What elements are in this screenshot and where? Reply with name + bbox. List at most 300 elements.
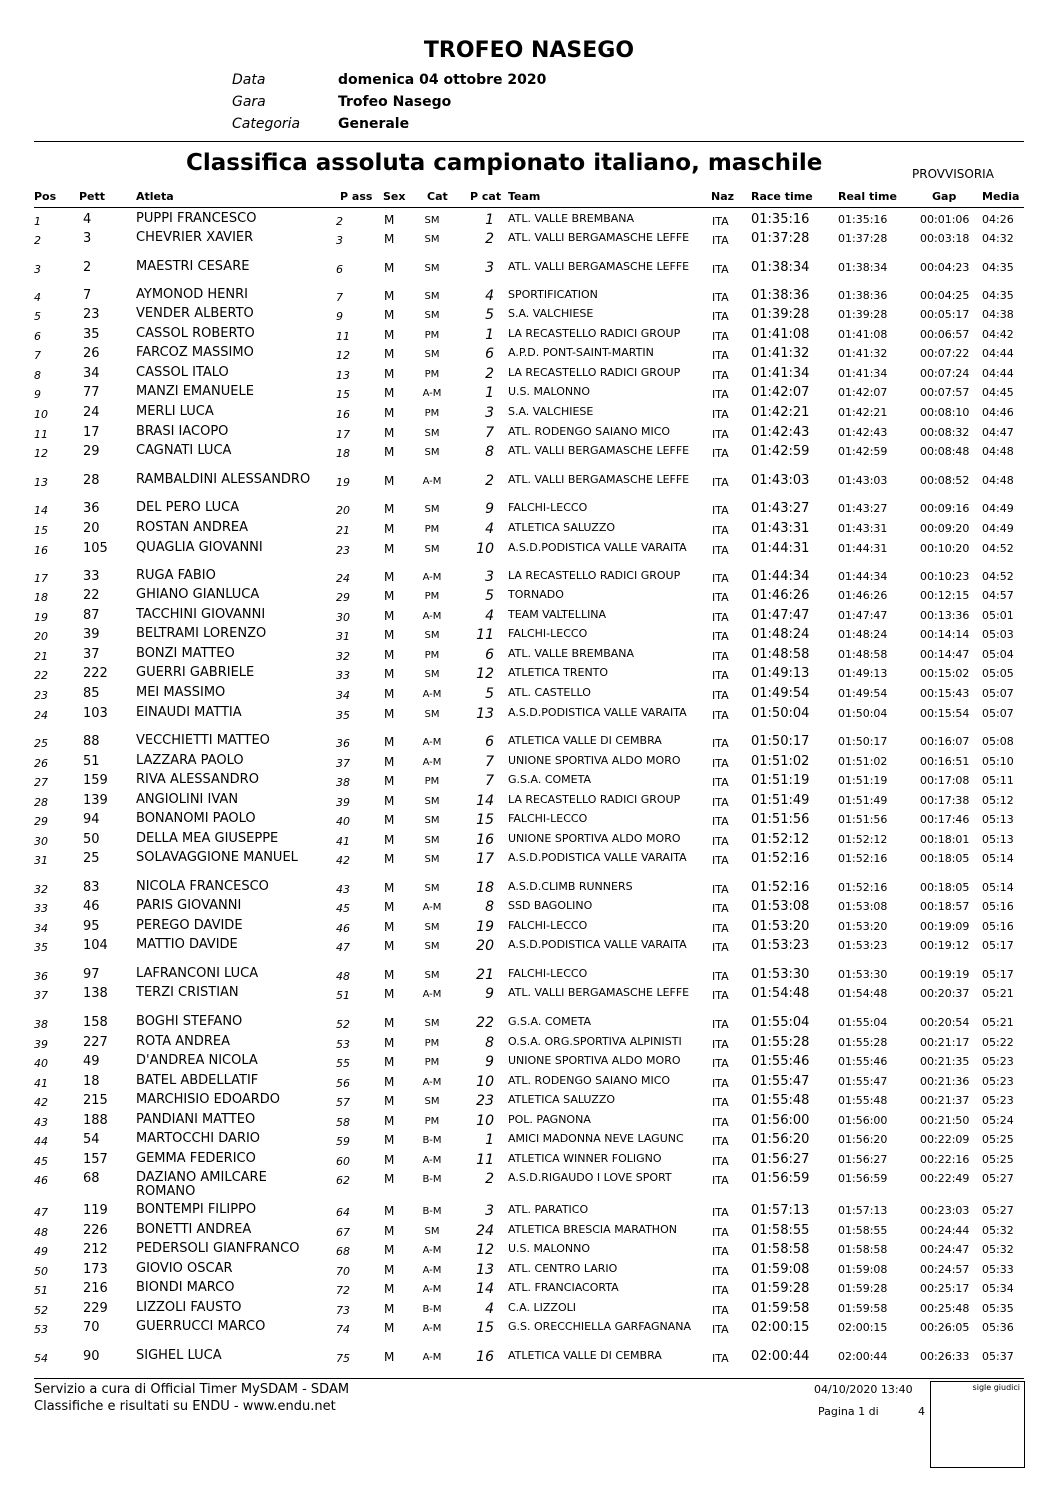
athlete-name: CASSOL ITALO: [136, 365, 229, 380]
gap-time: 00:21:17: [920, 1036, 970, 1049]
table-row: [0, 288, 1058, 307]
category: PM: [424, 1057, 440, 1068]
team-name: UNIONE SPORTIVA ALDO MORO: [508, 1054, 681, 1067]
table-row: [0, 346, 1058, 365]
average-pace: 04:52: [982, 542, 1014, 555]
position: 48: [34, 1226, 48, 1239]
gap-time: 00:19:12: [920, 939, 970, 952]
nationality: ITA: [712, 572, 729, 585]
athlete-name: SIGHEL LUCA: [136, 1348, 222, 1363]
overall-position: 57: [336, 1096, 350, 1109]
average-pace: 05:16: [982, 920, 1014, 933]
team-name: SPORTIFICATION: [508, 288, 598, 301]
real-time: 01:41:34: [838, 367, 888, 380]
category: A-M: [422, 737, 442, 748]
nationality: ITA: [712, 1174, 729, 1187]
athlete-name: GIOVIO OSCAR: [136, 1261, 233, 1276]
real-time: 01:41:32: [838, 347, 888, 360]
position: 54: [34, 1352, 48, 1365]
athlete-name: BOGHI STEFANO: [136, 1014, 243, 1029]
overall-position: 24: [336, 572, 350, 585]
category-position: 2: [485, 1171, 494, 1187]
real-time: 01:47:47: [838, 609, 888, 622]
table-row: [0, 773, 1058, 792]
category: SM: [424, 447, 440, 458]
nationality: ITA: [712, 650, 729, 663]
overall-position: 70: [336, 1265, 350, 1278]
bib-number: 20: [83, 521, 100, 536]
team-name: LA RECASTELLO RADICI GROUP: [508, 569, 681, 582]
category-position: 14: [476, 793, 494, 809]
sex: M: [384, 347, 395, 361]
position: 29: [34, 815, 48, 828]
sex: M: [384, 687, 395, 701]
athlete-name: FARCOZ MASSIMO: [136, 345, 254, 360]
team-name: ATLETICA TRENTO: [508, 666, 609, 679]
bib-number: 173: [83, 1262, 108, 1277]
athlete-name: TERZI CRISTIAN: [136, 985, 239, 1000]
nationality: ITA: [712, 1245, 729, 1258]
bib-number: 87: [83, 608, 100, 623]
bib-number: 50: [83, 832, 100, 847]
category-position: 8: [485, 1035, 494, 1051]
overall-position: 17: [336, 428, 350, 441]
position: 41: [34, 1077, 48, 1090]
overall-position: 38: [336, 776, 350, 789]
footer-results-link[interactable]: Classifiche e risultati su ENDU - www.endu.net: [34, 1399, 336, 1414]
category-position: 3: [485, 260, 494, 276]
bib-number: 23: [83, 307, 100, 322]
gap-time: 00:09:20: [920, 522, 970, 535]
real-time: 01:55:28: [838, 1036, 888, 1049]
sex: M: [384, 1282, 395, 1296]
category-position: 4: [485, 1301, 494, 1317]
position: 19: [34, 611, 48, 624]
overall-position: 62: [336, 1174, 350, 1187]
team-name: FALCHI-LECCO: [508, 501, 588, 514]
average-pace: 05:23: [982, 1094, 1014, 1107]
category-position: 6: [485, 647, 494, 663]
bib-number: 215: [83, 1093, 108, 1108]
gap-time: 00:15:02: [920, 667, 970, 680]
bib-number: 3: [83, 231, 92, 246]
bib-number: 33: [83, 569, 100, 584]
real-time: 01:42:21: [838, 406, 888, 419]
overall-position: 48: [336, 970, 350, 983]
bib-number: 95: [83, 919, 100, 934]
categoria-value: Generale: [338, 116, 410, 132]
table-row: [0, 832, 1058, 851]
team-name: FALCHI-LECCO: [508, 919, 588, 932]
team-name: G.S.A. COMETA: [508, 1015, 591, 1028]
real-time: 01:51:49: [838, 794, 888, 807]
category: SM: [424, 544, 440, 555]
athlete-name: MEI MASSIMO: [136, 685, 226, 700]
sex: M: [384, 1153, 395, 1167]
category-position: 7: [485, 754, 494, 770]
gap-time: 00:13:36: [920, 609, 970, 622]
overall-position: 11: [336, 330, 350, 343]
nationality: ITA: [712, 630, 729, 643]
bib-number: 104: [83, 938, 108, 953]
footer-page-label: Pagina 1 di: [818, 1405, 879, 1418]
gap-time: 00:22:09: [920, 1133, 970, 1146]
real-time: 01:51:02: [838, 755, 888, 768]
nationality: ITA: [712, 291, 729, 304]
table-row: [0, 1132, 1058, 1151]
category: B-M: [422, 1206, 442, 1217]
overall-position: 16: [336, 408, 350, 421]
sex: M: [384, 474, 395, 488]
category-position: 5: [485, 307, 494, 323]
gap-time: 00:18:05: [920, 881, 970, 894]
category-position: 3: [485, 569, 494, 585]
column-header: Team: [508, 190, 541, 203]
column-header: Pos: [34, 190, 57, 203]
athlete-name: GUERRI GABRIELE: [136, 665, 255, 680]
category-position: 2: [485, 473, 494, 489]
table-row: [0, 521, 1058, 540]
race-time: 01:52:16: [751, 880, 810, 895]
gap-time: 00:23:03: [920, 1204, 970, 1217]
team-name: ATL. VALLI BERGAMASCHE LEFFE: [508, 260, 690, 273]
gap-time: 00:26:33: [920, 1350, 970, 1363]
table-row: [0, 1093, 1058, 1112]
table-row: [0, 1054, 1058, 1073]
overall-position: 39: [336, 796, 350, 809]
position: 38: [34, 1018, 48, 1031]
team-name: ATL. VALLI BERGAMASCHE LEFFE: [508, 473, 690, 486]
position: 36: [34, 970, 48, 983]
position: 13: [34, 476, 48, 489]
position: 21: [34, 650, 48, 663]
category-position: 15: [476, 1320, 494, 1336]
position: 47: [34, 1206, 48, 1219]
race-time: 01:53:30: [751, 967, 810, 982]
position: 42: [34, 1096, 48, 1109]
category: A-M: [422, 902, 442, 913]
position: 12: [34, 447, 48, 460]
team-name: C.A. LIZZOLI: [508, 1301, 576, 1314]
category-position: 1: [485, 1132, 494, 1148]
average-pace: 05:21: [982, 987, 1014, 1000]
race-time: 01:43:03: [751, 473, 810, 488]
average-pace: 04:46: [982, 406, 1014, 419]
position: 3: [34, 263, 41, 276]
category-position: 19: [476, 919, 494, 935]
average-pace: 05:35: [982, 1302, 1014, 1315]
sex: M: [384, 589, 395, 603]
team-name: LA RECASTELLO RADICI GROUP: [508, 793, 681, 806]
bib-number: 70: [83, 1320, 100, 1335]
nationality: ITA: [712, 669, 729, 682]
table-row: [0, 938, 1058, 957]
team-name: ATL. VALLI BERGAMASCHE LEFFE: [508, 444, 690, 457]
gap-time: 00:06:57: [920, 328, 970, 341]
average-pace: 05:27: [982, 1172, 1014, 1185]
race-time: 01:52:16: [751, 851, 810, 866]
race-time: 01:49:54: [751, 686, 810, 701]
team-name: ATLETICA BRESCIA MARATHON: [508, 1223, 677, 1236]
sex: M: [384, 386, 395, 400]
sex: M: [384, 406, 395, 420]
team-name: A.S.D.PODISTICA VALLE VARAITA: [508, 938, 687, 951]
athlete-name: GHIANO GIANLUCA: [136, 587, 260, 602]
athlete-name: PARIS GIOVANNI: [136, 898, 242, 913]
average-pace: 05:17: [982, 968, 1014, 981]
category: A-M: [422, 1077, 442, 1088]
real-time: 01:42:07: [838, 386, 888, 399]
race-time: 01:41:32: [751, 346, 810, 361]
real-time: 01:46:26: [838, 589, 888, 602]
team-name: FALCHI-LECCO: [508, 627, 588, 640]
position: 4: [34, 291, 41, 304]
overall-position: 7: [336, 291, 343, 304]
team-name: ATL. VALLE BREMBANA: [508, 212, 635, 225]
overall-position: 6: [336, 263, 343, 276]
bib-number: 85: [83, 686, 100, 701]
bib-number: 26: [83, 346, 100, 361]
position: 45: [34, 1155, 48, 1168]
real-time: 01:41:08: [838, 328, 888, 341]
table-row: [0, 1152, 1058, 1171]
nationality: ITA: [712, 1135, 729, 1148]
gara-value: Trofeo Nasego: [338, 94, 452, 110]
gap-time: 00:22:16: [920, 1153, 970, 1166]
category-position: 3: [485, 405, 494, 421]
athlete-name: LIZZOLI FAUSTO: [136, 1300, 242, 1315]
column-header: Atleta: [136, 190, 174, 203]
nationality: ITA: [712, 835, 729, 848]
overall-position: 53: [336, 1038, 350, 1051]
table-row: [0, 851, 1058, 870]
team-name: A.S.D.PODISTICA VALLE VARAITA: [508, 851, 687, 864]
category-position: 2: [485, 231, 494, 247]
gap-time: 00:14:47: [920, 648, 970, 661]
athlete-name: RAMBALDINI ALESSANDRO: [136, 472, 311, 487]
table-row: [0, 919, 1058, 938]
category: A-M: [422, 611, 442, 622]
average-pace: 05:03: [982, 628, 1014, 641]
race-time: 01:42:59: [751, 444, 810, 459]
ranking-title: Classifica assoluta campionato italiano, maschile: [186, 150, 823, 176]
sex: M: [384, 367, 395, 381]
sex: M: [384, 1350, 395, 1364]
athlete-name: BATEL ABDELLATIF: [136, 1073, 259, 1088]
table-row: [0, 734, 1058, 753]
athlete-name: VENDER ALBERTO: [136, 306, 254, 321]
real-time: 01:51:56: [838, 813, 888, 826]
nationality: ITA: [712, 591, 729, 604]
bib-number: 4: [83, 212, 92, 227]
category-position: 1: [485, 327, 494, 343]
average-pace: 05:04: [982, 648, 1014, 661]
category: PM: [424, 650, 440, 661]
race-time: 01:41:08: [751, 327, 810, 342]
category-position: 13: [476, 706, 494, 722]
athlete-name: NICOLA FRANCESCO: [136, 879, 269, 894]
position: 27: [34, 776, 48, 789]
sex: M: [384, 502, 395, 516]
bib-number: 24: [83, 405, 100, 420]
nationality: ITA: [712, 263, 729, 276]
real-time: 01:48:58: [838, 648, 888, 661]
table-row: [0, 385, 1058, 404]
bib-number: 159: [83, 773, 108, 788]
average-pace: 04:49: [982, 522, 1014, 535]
category: SM: [424, 883, 440, 894]
category: SM: [424, 941, 440, 952]
category-position: 12: [476, 1242, 494, 1258]
race-time: 01:41:34: [751, 366, 810, 381]
overall-position: 41: [336, 835, 350, 848]
nationality: ITA: [712, 1206, 729, 1219]
team-name: FALCHI-LECCO: [508, 812, 588, 825]
average-pace: 05:24: [982, 1114, 1014, 1127]
nationality: ITA: [712, 1018, 729, 1031]
position: 22: [34, 669, 48, 682]
category: B-M: [422, 1174, 442, 1185]
category: PM: [424, 524, 440, 535]
gap-time: 00:16:51: [920, 755, 970, 768]
nationality: ITA: [712, 941, 729, 954]
team-name: ATLETICA SALUZZO: [508, 1093, 616, 1106]
nationality: ITA: [712, 1323, 729, 1336]
race-time: 01:51:56: [751, 812, 810, 827]
overall-position: 43: [336, 883, 350, 896]
team-name: ATLETICA VALLE DI CEMBRA: [508, 1349, 662, 1362]
sex: M: [384, 648, 395, 662]
bib-number: 103: [83, 706, 108, 721]
gap-time: 00:08:48: [920, 445, 970, 458]
category-position: 21: [476, 967, 494, 983]
average-pace: 04:26: [982, 213, 1014, 226]
race-time: 01:50:04: [751, 706, 810, 721]
table-row: [0, 1281, 1058, 1300]
sex: M: [384, 1094, 395, 1108]
race-time: 01:59:58: [751, 1301, 810, 1316]
position: 14: [34, 504, 48, 517]
column-header: P cat: [470, 190, 502, 203]
table-row: [0, 1035, 1058, 1054]
team-name: G.S. ORECCHIELLA GARFAGNANA: [508, 1320, 691, 1333]
average-pace: 05:34: [982, 1282, 1014, 1295]
bib-number: 88: [83, 734, 100, 749]
column-header: Real time: [838, 190, 897, 203]
position: 46: [34, 1174, 48, 1187]
race-time: 01:55:04: [751, 1015, 810, 1030]
data-value: domenica 04 ottobre 2020: [338, 72, 547, 88]
table-row: [0, 405, 1058, 424]
overall-position: 68: [336, 1245, 350, 1258]
table-row: [0, 444, 1058, 463]
position: 50: [34, 1265, 48, 1278]
team-name: ATLETICA VALLE DI CEMBRA: [508, 734, 662, 747]
nationality: ITA: [712, 709, 729, 722]
bib-number: 229: [83, 1301, 108, 1316]
athlete-name: ANGIOLINI IVAN: [136, 792, 239, 807]
average-pace: 05:14: [982, 852, 1014, 865]
category: SM: [424, 1096, 440, 1107]
team-name: UNIONE SPORTIVA ALDO MORO: [508, 832, 681, 845]
category: SM: [424, 1226, 440, 1237]
overall-position: 12: [336, 349, 350, 362]
nationality: ITA: [712, 902, 729, 915]
average-pace: 05:33: [982, 1263, 1014, 1276]
athlete-name: CAGNATI LUCA: [136, 443, 232, 458]
position: 32: [34, 883, 48, 896]
category-position: 10: [476, 1074, 494, 1090]
real-time: 01:53:08: [838, 900, 888, 913]
bib-number: 46: [83, 899, 100, 914]
average-pace: 04:35: [982, 289, 1014, 302]
real-time: 01:50:17: [838, 735, 888, 748]
meta-gara: [232, 94, 451, 110]
team-name: ATL. RODENGO SAIANO MICO: [508, 1074, 671, 1087]
nationality: ITA: [712, 737, 729, 750]
team-name: ATL. VALLE BREMBANA: [508, 647, 635, 660]
position: 51: [34, 1284, 48, 1297]
category: A-M: [422, 1352, 442, 1363]
bib-number: 139: [83, 793, 108, 808]
bib-number: 138: [83, 986, 108, 1001]
table-row: [0, 608, 1058, 627]
sex: M: [384, 920, 395, 934]
sex: M: [384, 1263, 395, 1277]
category: A-M: [422, 757, 442, 768]
average-pace: 05:07: [982, 707, 1014, 720]
gap-time: 00:08:32: [920, 426, 970, 439]
race-time: 01:56:20: [751, 1132, 810, 1147]
footer-service: Servizio a cura di Official Timer MySDAM - SDAM: [34, 1382, 350, 1397]
team-name: G.S.A. COMETA: [508, 773, 591, 786]
real-time: 01:53:23: [838, 939, 888, 952]
gap-time: 00:01:06: [920, 213, 970, 226]
table-row: [0, 588, 1058, 607]
real-time: 01:59:58: [838, 1302, 888, 1315]
footer-page-total: 4: [918, 1405, 925, 1418]
average-pace: 04:48: [982, 474, 1014, 487]
nationality: ITA: [712, 922, 729, 935]
bib-number: 119: [83, 1203, 108, 1218]
team-name: A.S.D.PODISTICA VALLE VARAITA: [508, 706, 687, 719]
gap-time: 00:07:57: [920, 386, 970, 399]
real-time: 01:50:04: [838, 707, 888, 720]
category: SM: [424, 709, 440, 720]
sex: M: [384, 813, 395, 827]
race-time: 01:50:17: [751, 734, 810, 749]
nationality: ITA: [712, 388, 729, 401]
bib-number: 39: [83, 627, 100, 642]
gap-time: 00:14:14: [920, 628, 970, 641]
bib-number: 34: [83, 366, 100, 381]
team-name: ATL. VALLI BERGAMASCHE LEFFE: [508, 986, 690, 999]
category-position: 10: [476, 541, 494, 557]
sex: M: [384, 794, 395, 808]
category-position: 1: [485, 385, 494, 401]
category-position: 8: [485, 899, 494, 915]
real-time: 01:56:27: [838, 1153, 888, 1166]
table-row: [0, 1203, 1058, 1222]
category: PM: [424, 591, 440, 602]
position: 31: [34, 854, 48, 867]
overall-position: 23: [336, 544, 350, 557]
position: 44: [34, 1135, 48, 1148]
gap-time: 00:21:50: [920, 1114, 970, 1127]
overall-position: 15: [336, 388, 350, 401]
athlete-name: BONETTI ANDREA: [136, 1222, 252, 1237]
bib-number: 77: [83, 385, 100, 400]
